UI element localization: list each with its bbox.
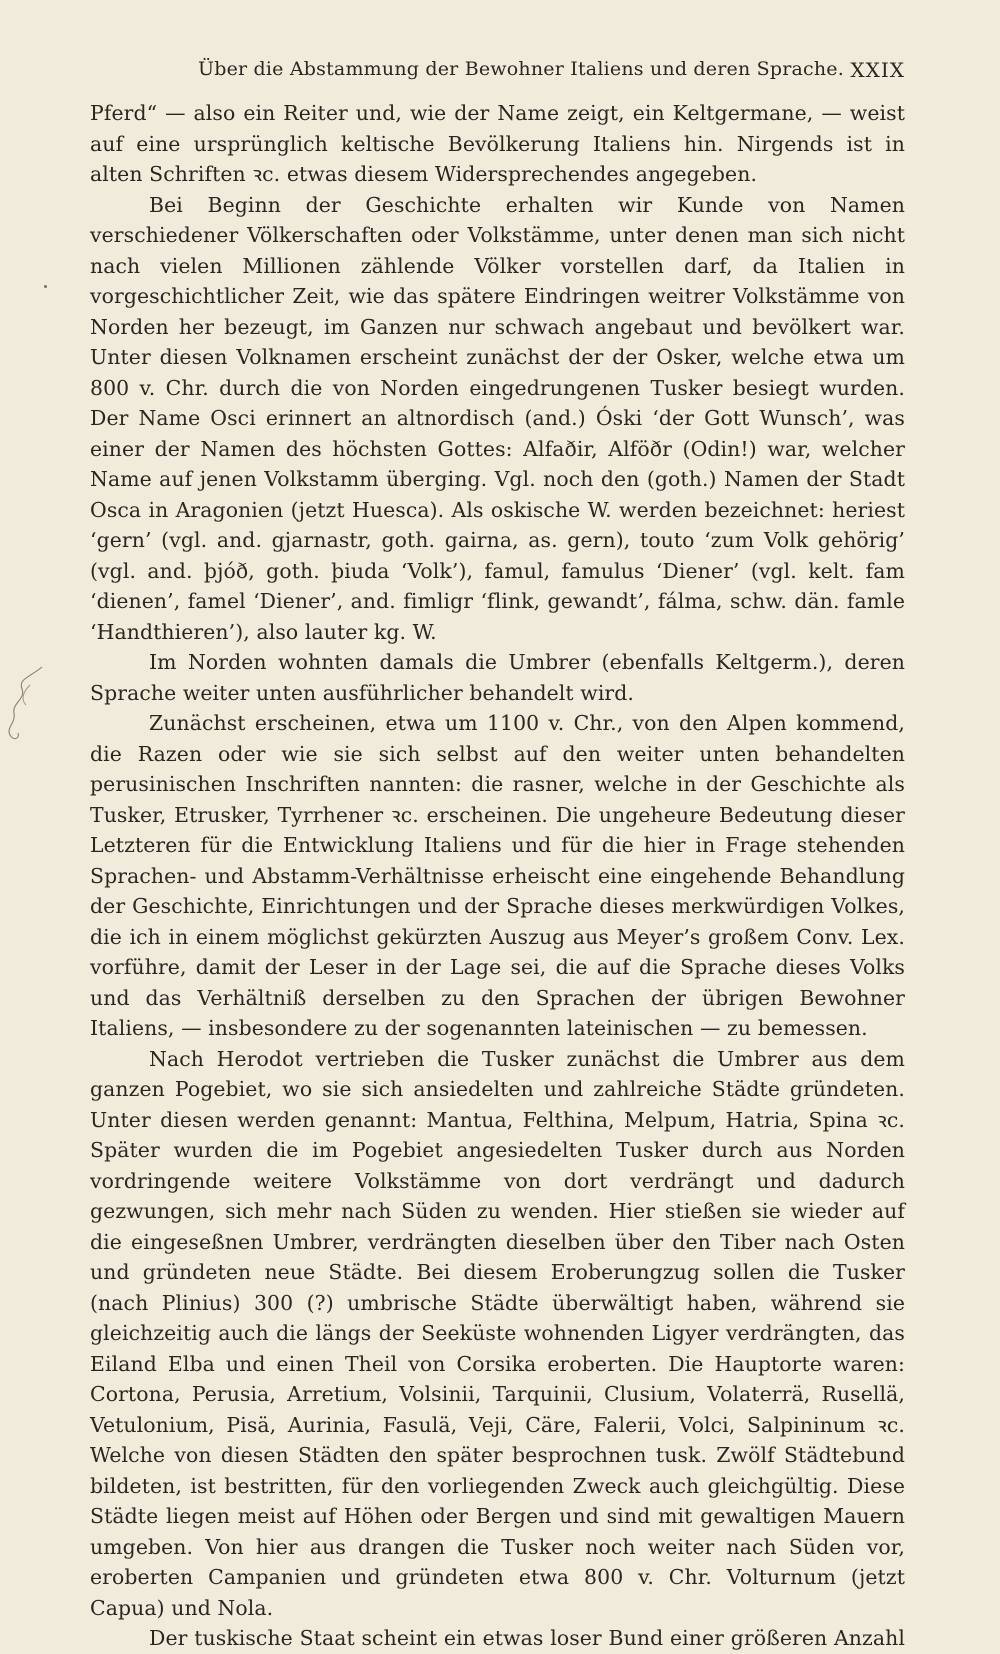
paragraph: Bei Beginn der Geschichte erhalten wir Kunde von Namen verschiedener Völkerschaften oder Volkstämme, unter denen man sich nicht nach vielen Millionen zählende Völker vorstellen darf, da Italien in vorgeschichtlicher Zeit, wie das spätere Eindringen weitrer Volkstämme von Norden her bezeugt, im Ganzen nur schwach angebaut und bevölkert war. Unter diesen Volknamen erscheint zunächst der der Osker, welche etwa um 800 v. Chr. durch die von Norden eingedrungenen Tusker besiegt wurden. Der Name Osci erinnert an altnordisch (and.) Óski ‘der Gott Wunsch’, was einer der Namen des höchsten Gottes: Alfaðir, Alföðr (Odin!) war, welcher Name auf jenen Volkstamm überging. Vgl. noch den (goth.) Namen der Stadt Osca in Aragonien (jetzt Huesca). Als oskische W. werden bezeichnet: heriest ‘gern’ (vgl. and. gjarnastr, goth. gairna, as. gern), touto ‘zum Volk gehörig’ (vgl. and. þjóð, goth. þiuda ‘Volk’), famul, famulus ‘Diener’ (vgl. kelt. fam ‘dienen’, famel ‘Diener’, and. fimligr ‘flink, gewandt’, fálma, schw. dän. famle ‘Handthieren’), also lauter kg. W. xyxy=(90,192,905,644)
paragraph: Nach Herodot vertrieben die Tusker zunächst die Umbrer aus dem ganzen Pogebiet, wo sie sich ansiedelten und zahlreiche Städte gründeten. Unter diesen werden genannt: Mantua, Felthina, Melpum, Hatria, Spina ꝛc. Später wurden die im Pogebiet angesiedelten Tusker durch aus Norden vordringende weitere Volkstämme von dort verdrängt und dadurch gezwungen, sich mehr nach Süden zu wenden. Hier stießen sie wieder auf die eingeseßnen Umbrer, verdrängten dieselben über den Tiber nach Osten und gründeten neue Städte. Bei diesem Eroberungzug sollen die Tusker (nach Plinius) 300 (?) umbrische Städte überwältigt haben, während sie gleichzeitig auch die längs der Seeküste wohnenden Ligyer verdrängten, das Eiland Elba und einen Theil von Corsika eroberten. Die Hauptorte waren: Cortona, Perusia, Arretium, Volsinii, Tarquinii, Clusium, Volaterrä, Rusellä, Vetulonium, Pisä, Aurinia, Fasulä, Veji, Cäre, Falerii, Volci, Salpininum ꝛc. Welche von diesen Städten den später besprochnen tusk. Zwölf Städtebund bildeten, ist bestritten, für den vorliegenden Zweck auch gleichgültig. Diese Städte liegen meist auf Höhen oder Bergen und sind mit gewaltigen Mauern umgeben. Von hier aus drangen die Tusker noch weiter nach Süden vor, eroberten Campanien und gründeten etwa 800 v. Chr. Volturnum (jetzt Capua) und Nola. xyxy=(90,1046,905,1620)
paragraph: Im Norden wohnten damals die Umbrer (ebenfalls Keltgerm.), deren Sprache weiter unten ausführlicher behandelt wird. xyxy=(90,650,905,705)
margin-speck xyxy=(44,285,47,288)
running-header xyxy=(90,58,905,92)
paragraph: Zunächst erscheinen, etwa um 1100 v. Chr., von den Alpen kommend, die Razen oder wie sie sich selbst auf den weiter unten behandelten perusinischen Inschriften nannten: die rasner, welche in der Geschichte als Tusker, Etrusker, Tyrrhener ꝛc. erscheinen. Die ungeheure Bedeutung dieser Letzteren für die Entwicklung Italiens und für die hier in Frage stehenden Sprachen- und Abstamm-Verhältnisse erheischt eine eingehende Behandlung der Geschichte, Einrichtungen und der Sprache dieses merkwürdigen Volkes, die ich in einem möglichst gekürzten Auszug aus Meyer’s großem Conv. Lex. vorführe, damit der Leser in der Lage sei, die auf die Sprache dieses Volks und das Verhältniß derselben zu den Sprachen der übrigen Bewohner Italiens, — insbesondere zu der sogenannten lateinischen — zu bemessen. xyxy=(90,711,905,1040)
page-number: XXIX xyxy=(850,58,905,82)
running-title: Über die Abstammung der Bewohner Italiens und deren Sprache. xyxy=(198,58,844,80)
paragraph: Pferd“ — also ein Reiter und, wie der Name zeigt, ein Keltgermane, — weist auf eine ursprünglich keltische Bevölkerung Italiens hin. Nirgends ist in alten Schriften ꝛc. etwas diesem Widersprechendes angegeben. xyxy=(90,101,905,186)
paragraph: Der tuskische Staat scheint ein etwas loser Bund einer größeren Anzahl xyxy=(149,1626,905,1650)
body-text xyxy=(90,98,905,1654)
margin-pencil-mark xyxy=(0,655,70,750)
